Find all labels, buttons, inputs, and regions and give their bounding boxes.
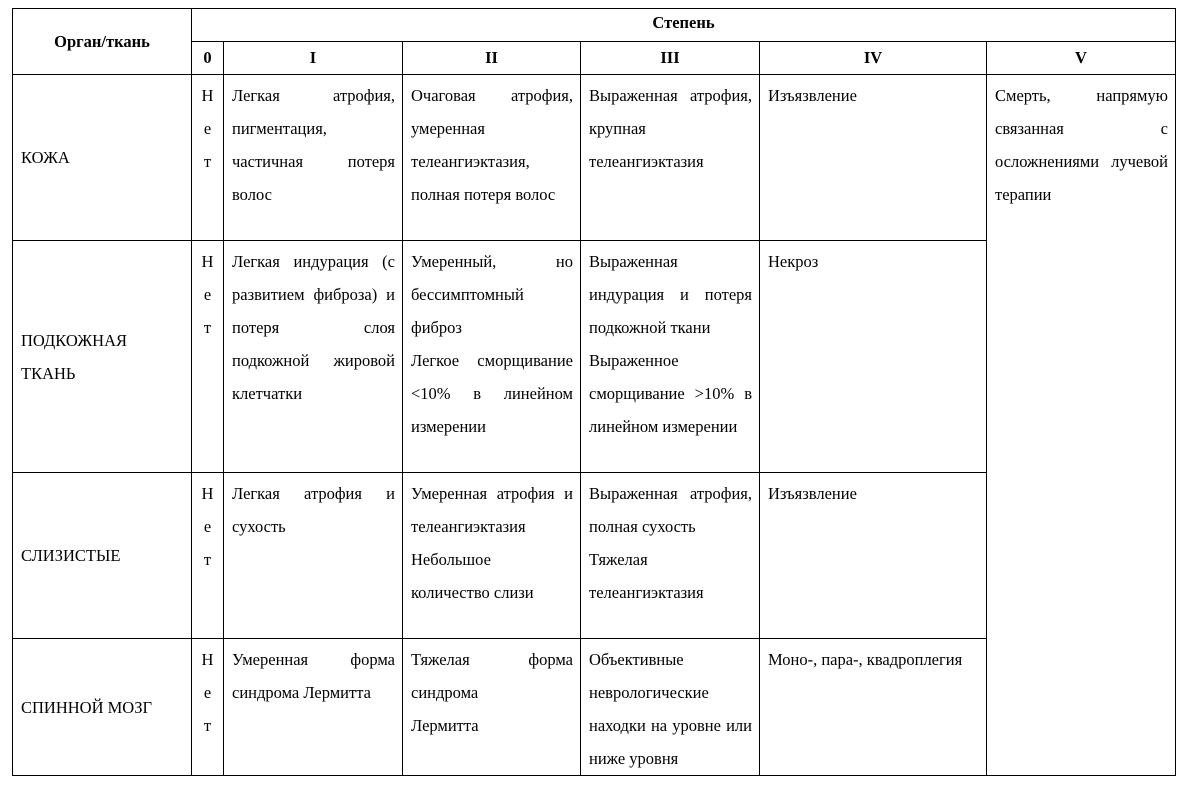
grade-2-header: II <box>403 42 581 75</box>
grade-4-cell: Моно-, пара-, квадроплегия <box>760 639 987 776</box>
grade-0-cell <box>192 241 224 473</box>
organ-cell: КОЖА <box>13 75 192 241</box>
organ-cell <box>13 241 192 473</box>
organ-cell: СПИННОЙ МОЗГ <box>13 639 192 776</box>
g0-letter: т <box>203 318 212 337</box>
table-row-skin <box>13 75 1176 241</box>
grade-4-cell: Изъязвление <box>760 75 987 241</box>
cell-paragraph: Выраженная атрофия, полная сухость <box>589 484 752 536</box>
g0-letter: е <box>203 285 212 304</box>
g0-letter: е <box>203 683 212 702</box>
grade-2-cell <box>403 241 581 473</box>
organ-cell: СЛИЗИСТЫЕ <box>13 473 192 639</box>
grade-2-cell <box>403 639 581 776</box>
grade-3-cell <box>581 241 760 473</box>
cell-paragraph: Умеренный, но бессимптомный фиброз <box>411 252 573 337</box>
grade-1-cell: Легкая индурация (с развитием фиброза) и потеря слоя подкожной жировой клетчатки <box>224 241 403 473</box>
g0-letter: е <box>203 119 212 138</box>
grade-2-cell: Очаговая атрофия, умеренная телеангиэктазия, полная потеря волос <box>403 75 581 241</box>
grade-4-header: IV <box>760 42 987 75</box>
organ-header: Орган/ткань <box>13 9 192 75</box>
degree-header-label: Степень <box>652 13 715 32</box>
grade-3-header: III <box>581 42 760 75</box>
g0-letter: е <box>203 517 212 536</box>
cell-paragraph: Тяжелая телеангиэктазия <box>589 550 704 602</box>
cell-paragraph: Легкое сморщивание <10% в линейном измерении <box>411 351 573 436</box>
grade-3-cell: Выраженная атрофия, крупная телеангиэктазия <box>581 75 760 241</box>
g0-letter: Н <box>201 252 214 271</box>
grade-1-cell: Умеренная форма синдрома Лермитта <box>224 639 403 776</box>
grade-2-cell <box>403 473 581 639</box>
grade-3-cell: Объективные неврологические находки на уровне или ниже уровня <box>581 639 760 776</box>
g0-letter: т <box>203 550 212 569</box>
organ-line: ПОДКОЖНАЯ <box>21 330 127 350</box>
grade-0-cell <box>192 473 224 639</box>
organ-line: ТКАНЬ <box>21 363 76 383</box>
grade-0-cell <box>192 639 224 776</box>
grade-1-cell: Легкая атрофия и сухость <box>224 473 403 639</box>
grade-5-header: V <box>987 42 1176 75</box>
cell-paragraph: Умеренная атрофия и телеангиэктазия <box>411 484 573 536</box>
cell-paragraph: Лермитта <box>411 716 479 735</box>
grade-4-cell: Изъязвление <box>760 473 987 639</box>
grade-5-cell: Смерть, напрямую связанная с осложнениями лучевой терапии <box>987 75 1176 776</box>
cell-paragraph: Выраженное сморщивание >10% в линейном измерении <box>589 351 752 436</box>
g0-letter: т <box>203 152 212 171</box>
grade-4-cell: Некроз <box>760 241 987 473</box>
degree-header <box>192 9 1176 42</box>
header-row-1 <box>13 9 1176 42</box>
cell-paragraph: Выраженная индурация и потеря подкожной ткани <box>589 252 752 337</box>
cell-paragraph: Небольшое количество слизи <box>411 550 534 602</box>
grade-0-header: 0 <box>192 42 224 75</box>
g0-letter: Н <box>201 484 214 503</box>
cell-paragraph: Тяжелая форма синдрома <box>411 650 573 702</box>
radiation-toxicity-table <box>12 8 1176 776</box>
g0-letter: Н <box>201 86 214 105</box>
g0-letter: т <box>203 716 212 735</box>
grade-0-cell <box>192 75 224 241</box>
grade-3-cell <box>581 473 760 639</box>
grade-1-header: I <box>224 42 403 75</box>
grade-1-cell: Легкая атрофия, пигментация, частичная потеря волос <box>224 75 403 241</box>
g0-letter: Н <box>201 650 214 669</box>
